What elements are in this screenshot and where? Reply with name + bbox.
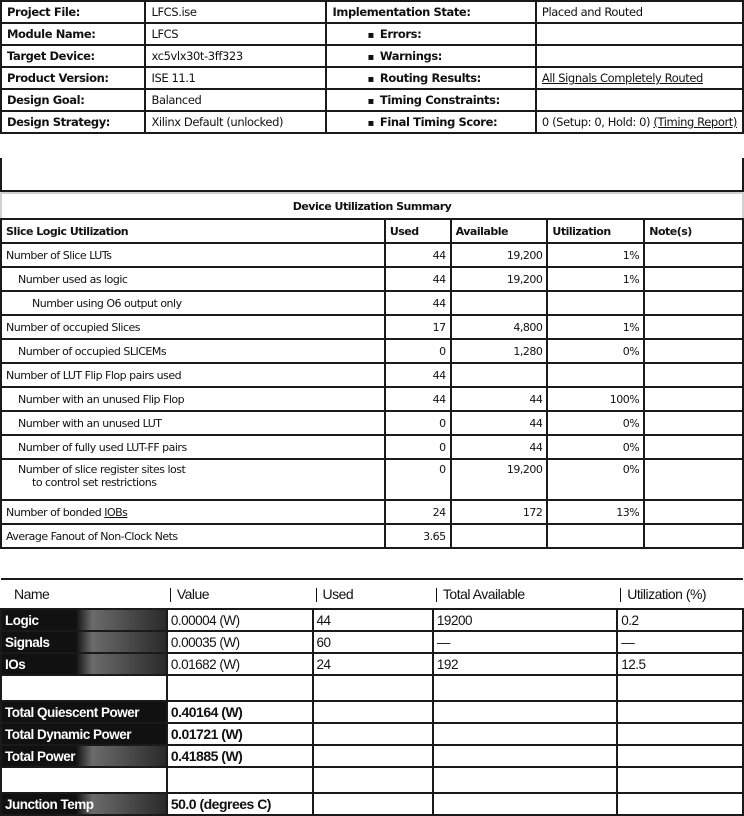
power-name: Total Quiescent Power — [1, 701, 167, 723]
power-used: 24 — [313, 653, 433, 675]
row-available: 1,280 — [451, 339, 548, 363]
summary-row-project-file — [1, 1, 743, 23]
value-warnings — [536, 45, 743, 67]
col-header-notes: Note(s) — [644, 219, 743, 243]
power-name: Signals — [1, 631, 167, 653]
row-utilization — [547, 291, 644, 315]
power-summary-table — [0, 578, 744, 816]
row-available: 19,200 — [451, 243, 548, 267]
row-available: 44 — [451, 387, 548, 411]
row-used: 24 — [385, 500, 451, 524]
power-utilization: 12.5 — [617, 653, 743, 675]
power-value: 0.41885 (W) — [167, 745, 313, 767]
empty-cell — [617, 675, 743, 701]
table-row — [1, 315, 743, 339]
power-name: Total Dynamic Power — [1, 723, 167, 745]
power-row-junction-temp — [1, 793, 743, 815]
row-utilization: 1% — [547, 243, 644, 267]
col-header-total-available-label: Total Available — [442, 585, 525, 602]
row-available — [451, 524, 548, 548]
power-row-total-dynamic — [1, 723, 743, 745]
col-header-slice-logic: Slice Logic Utilization — [1, 219, 385, 243]
row-notes — [644, 435, 743, 459]
col-header-available: Available — [451, 219, 548, 243]
row-name: Number used as logic — [1, 267, 385, 291]
value-project-file: LFCS.ise — [145, 1, 326, 23]
power-row-blank — [1, 675, 743, 701]
col-header-total-available — [433, 579, 617, 609]
row-used: 0 — [385, 459, 451, 500]
empty-cell — [313, 723, 433, 745]
empty-cell — [433, 675, 617, 701]
row-used: 44 — [385, 291, 451, 315]
row-used: 44 — [385, 243, 451, 267]
label-target-device: Target Device: — [1, 45, 145, 67]
col-header-name-label: Name — [14, 586, 50, 602]
label-routing-results: ▪ Routing Results: — [326, 67, 535, 89]
label-product-version: Product Version: — [1, 67, 145, 89]
summary-row-target-device — [1, 45, 743, 67]
empty-cell — [313, 767, 433, 793]
power-value: 0.01721 (W) — [167, 723, 313, 745]
power-total-available: 19200 — [433, 609, 617, 631]
power-value: 50.0 (degrees C) — [167, 793, 313, 815]
row-utilization — [547, 524, 644, 548]
empty-cell — [1, 767, 167, 793]
row-name: Number using O6 output only — [1, 291, 385, 315]
section-spacer — [0, 158, 744, 192]
power-name: Total Power — [1, 745, 167, 767]
label-errors: ▪ Errors: — [326, 23, 535, 45]
column-divider[interactable] — [316, 588, 317, 602]
power-name: Logic — [1, 609, 167, 631]
power-used: 44 — [313, 609, 433, 631]
row-name: Number of bonded — [6, 505, 102, 519]
row-name-cell — [1, 459, 385, 500]
power-row-blank — [1, 767, 743, 793]
row-used: 3.65 — [385, 524, 451, 548]
row-used: 44 — [385, 387, 451, 411]
label-module-name: Module Name: — [1, 23, 145, 45]
col-header-utilization: Utilization — [547, 219, 644, 243]
row-name-continued: to control set restrictions — [32, 476, 157, 489]
empty-cell — [313, 745, 433, 767]
row-available: 172 — [451, 500, 548, 524]
empty-cell — [313, 675, 433, 701]
value-product-version: ISE 11.1 — [145, 67, 326, 89]
row-notes — [644, 459, 743, 500]
row-available — [451, 291, 548, 315]
value-timing-constraints — [536, 89, 743, 111]
device-utilization-title-row — [1, 193, 743, 219]
row-used: 0 — [385, 339, 451, 363]
label-warnings: ▪ Warnings: — [326, 45, 535, 67]
row-notes — [644, 267, 743, 291]
row-utilization: 1% — [547, 267, 644, 291]
row-notes — [644, 524, 743, 548]
row-notes — [644, 387, 743, 411]
value-final-timing-score-cell — [536, 111, 743, 133]
power-utilization: — — [617, 631, 743, 653]
empty-cell — [617, 701, 743, 723]
label-design-strategy: Design Strategy: — [1, 111, 145, 133]
summary-row-design-goal — [1, 89, 743, 111]
col-header-value-label: Value — [176, 585, 210, 602]
power-value: 0.40164 (W) — [167, 701, 313, 723]
summary-row-product-version — [1, 67, 743, 89]
empty-cell — [433, 793, 617, 815]
row-used: 0 — [385, 411, 451, 435]
col-header-name — [1, 579, 167, 609]
table-row — [1, 291, 743, 315]
row-available: 4,800 — [451, 315, 548, 339]
row-name: Number with an unused LUT — [1, 411, 385, 435]
row-notes — [644, 315, 743, 339]
summary-row-design-strategy — [1, 111, 743, 133]
row-utilization: 100% — [547, 387, 644, 411]
row-used: 44 — [385, 267, 451, 291]
row-used: 0 — [385, 435, 451, 459]
row-notes — [644, 411, 743, 435]
table-row — [1, 500, 743, 524]
value-design-strategy: Xilinx Default (unlocked) — [145, 111, 326, 133]
row-name: Number of occupied Slices — [1, 315, 385, 339]
table-row — [1, 411, 743, 435]
row-name: Number of Slice LUTs — [1, 243, 385, 267]
device-utilization-table — [0, 192, 744, 549]
label-final-timing-score: ▪ Final Timing Score: — [326, 111, 535, 133]
table-row — [1, 387, 743, 411]
row-utilization — [547, 363, 644, 387]
device-utilization-header-row — [1, 219, 743, 243]
column-divider[interactable] — [620, 588, 621, 602]
col-header-used-label: Used — [322, 585, 354, 602]
summary-row-module-name — [1, 23, 743, 45]
power-header-row — [1, 579, 743, 609]
column-divider[interactable] — [436, 588, 437, 602]
value-errors — [536, 23, 743, 45]
row-available: 19,200 — [451, 267, 548, 291]
power-name: Junction Temp — [1, 793, 167, 815]
empty-cell — [1, 675, 167, 701]
col-header-utilization-label: Utilization (%) — [627, 585, 707, 602]
row-notes — [644, 243, 743, 267]
empty-cell — [433, 723, 617, 745]
power-name: IOs — [1, 653, 167, 675]
row-name-cell — [1, 500, 385, 524]
device-utilization-title: Device Utilization Summary — [1, 193, 743, 219]
power-row-total-quiescent — [1, 701, 743, 723]
row-name: Number of occupied SLICEMs — [1, 339, 385, 363]
power-row-ios — [1, 653, 743, 675]
empty-cell — [617, 793, 743, 815]
row-name: Number of slice register sites lost — [18, 463, 186, 476]
row-used: 17 — [385, 315, 451, 339]
row-notes — [644, 339, 743, 363]
row-notes — [644, 500, 743, 524]
row-name: Number of LUT Flip Flop pairs used — [1, 363, 385, 387]
row-name: Average Fanout of Non-Clock Nets — [1, 524, 385, 548]
column-divider[interactable] — [170, 588, 171, 602]
timing-report-link[interactable]: (Timing Report) — [653, 115, 737, 129]
row-utilization: 0% — [547, 459, 644, 500]
empty-cell — [617, 723, 743, 745]
row-available — [451, 363, 548, 387]
label-design-goal: Design Goal: — [1, 89, 145, 111]
empty-cell — [167, 675, 313, 701]
iobs-link[interactable]: IOBs — [104, 505, 128, 519]
row-name: Number of fully used LUT-FF pairs — [1, 435, 385, 459]
col-header-value — [167, 579, 313, 609]
power-row-signals — [1, 631, 743, 653]
empty-cell — [433, 745, 617, 767]
empty-cell — [617, 767, 743, 793]
table-row — [1, 524, 743, 548]
label-timing-constraints: ▪ Timing Constraints: — [326, 89, 535, 111]
routing-results-link[interactable]: All Signals Completely Routed — [541, 71, 703, 85]
power-utilization: 0.2 — [617, 609, 743, 631]
row-available: 19,200 — [451, 459, 548, 500]
value-target-device: xc5vlx30t-3ff323 — [145, 45, 326, 67]
power-total-available: — — [433, 631, 617, 653]
table-row — [1, 243, 743, 267]
empty-cell — [433, 701, 617, 723]
empty-cell — [167, 767, 313, 793]
row-utilization: 0% — [547, 339, 644, 363]
col-header-used — [313, 579, 433, 609]
label-project-file: Project File: — [1, 1, 145, 23]
table-row — [1, 459, 743, 500]
row-utilization: 0% — [547, 435, 644, 459]
power-total-available: 192 — [433, 653, 617, 675]
empty-cell — [313, 793, 433, 815]
power-used: 60 — [313, 631, 433, 653]
row-utilization: 13% — [547, 500, 644, 524]
final-timing-score-value: 0 (Setup: 0, Hold: 0) — [541, 115, 651, 129]
power-row-total-power — [1, 745, 743, 767]
table-row — [1, 363, 743, 387]
value-design-goal: Balanced — [145, 89, 326, 111]
power-value: 0.01682 (W) — [167, 653, 313, 675]
project-summary-table — [0, 0, 744, 134]
row-used: 44 — [385, 363, 451, 387]
row-name: Number with an unused Flip Flop — [1, 387, 385, 411]
row-utilization: 1% — [547, 315, 644, 339]
empty-cell — [617, 745, 743, 767]
row-available: 44 — [451, 411, 548, 435]
row-notes — [644, 291, 743, 315]
empty-cell — [433, 767, 617, 793]
table-row — [1, 435, 743, 459]
table-row — [1, 267, 743, 291]
row-notes — [644, 363, 743, 387]
row-available: 44 — [451, 435, 548, 459]
power-value: 0.00004 (W) — [167, 609, 313, 631]
label-implementation-state: Implementation State: — [326, 1, 535, 23]
value-module-name: LFCS — [145, 23, 326, 45]
power-value: 0.00035 (W) — [167, 631, 313, 653]
power-row-logic — [1, 609, 743, 631]
row-utilization: 0% — [547, 411, 644, 435]
value-implementation-state: Placed and Routed — [536, 1, 743, 23]
value-routing-results-cell — [536, 67, 743, 89]
empty-cell — [313, 701, 433, 723]
col-header-used: Used — [385, 219, 451, 243]
col-header-utilization — [617, 579, 743, 609]
table-row — [1, 339, 743, 363]
